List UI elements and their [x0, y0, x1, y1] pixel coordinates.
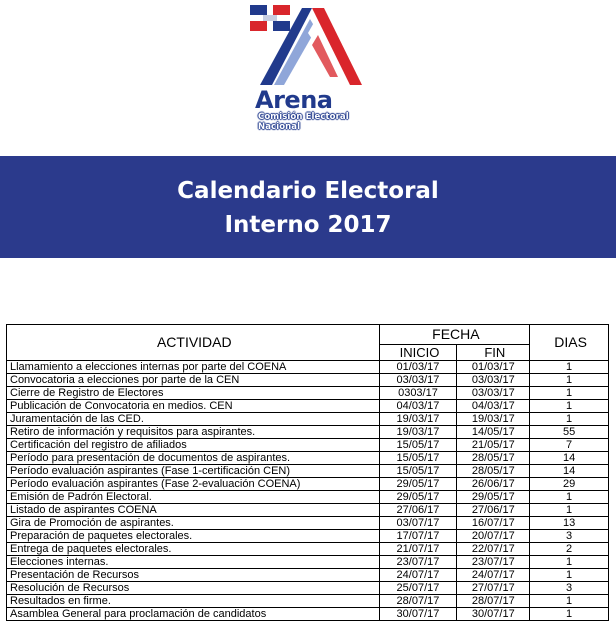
- table-row: [7, 530, 609, 543]
- title-banner: [0, 156, 616, 258]
- end-date-cell: 03/03/17: [457, 387, 530, 400]
- activity-cell: Entrega de paquetes electorales.: [7, 543, 380, 556]
- logo-subtitle: Comisión Electoral Nacional: [258, 112, 349, 132]
- days-cell: 29: [530, 478, 609, 491]
- activity-cell: Emisión de Padrón Electoral.: [7, 491, 380, 504]
- end-date-cell: 20/07/17: [457, 530, 530, 543]
- days-cell: 1: [530, 595, 609, 608]
- start-date-cell: 30/07/17: [379, 608, 457, 621]
- days-cell: 1: [530, 361, 609, 374]
- activity-cell: Asamblea General para proclamación de candidatos: [7, 608, 380, 621]
- start-date-cell: 15/05/17: [379, 465, 457, 478]
- end-date-cell: 04/03/17: [457, 400, 530, 413]
- activity-cell: Cierre de Registro de Electores: [7, 387, 380, 400]
- end-date-cell: 24/07/17: [457, 569, 530, 582]
- table-row: [7, 452, 609, 465]
- activity-cell: Período evaluación aspirantes (Fase 1-certificación CEN): [7, 465, 380, 478]
- start-date-cell: 27/06/17: [379, 504, 457, 517]
- activity-cell: Elecciones internas.: [7, 556, 380, 569]
- header-date: FECHA: [379, 325, 530, 345]
- activity-cell: Resultados en firme.: [7, 595, 380, 608]
- table-row: [7, 426, 609, 439]
- days-cell: 14: [530, 452, 609, 465]
- days-cell: 13: [530, 517, 609, 530]
- table-row: [7, 608, 609, 621]
- start-date-cell: 21/07/17: [379, 543, 457, 556]
- arena-logo: [250, 5, 386, 132]
- table-row: [7, 387, 609, 400]
- end-date-cell: 27/06/17: [457, 504, 530, 517]
- start-date-cell: 03/07/17: [379, 517, 457, 530]
- activity-cell: Período evaluación aspirantes (Fase 2-evaluación COENA): [7, 478, 380, 491]
- start-date-cell: 25/07/17: [379, 582, 457, 595]
- end-date-cell: 27/07/17: [457, 582, 530, 595]
- activity-cell: Preparación de paquetes electorales.: [7, 530, 380, 543]
- logo-wordmark: Arena: [255, 86, 333, 114]
- days-cell: 55: [530, 426, 609, 439]
- table-row: [7, 465, 609, 478]
- banner-title-line2: Interno 2017: [224, 212, 392, 238]
- days-cell: 3: [530, 582, 609, 595]
- table-row: [7, 504, 609, 517]
- activity-cell: Resolución de Recursos: [7, 582, 380, 595]
- start-date-cell: 15/05/17: [379, 439, 457, 452]
- start-date-cell: 24/07/17: [379, 569, 457, 582]
- header-activity: ACTIVIDAD: [7, 325, 380, 361]
- end-date-cell: 26/06/17: [457, 478, 530, 491]
- start-date-cell: 29/05/17: [379, 478, 457, 491]
- days-cell: 1: [530, 413, 609, 426]
- header-start: INICIO: [379, 345, 457, 361]
- end-date-cell: 03/03/17: [457, 374, 530, 387]
- days-cell: 14: [530, 465, 609, 478]
- days-cell: 2: [530, 543, 609, 556]
- header-end: FIN: [457, 345, 530, 361]
- days-cell: 7: [530, 439, 609, 452]
- start-date-cell: 04/03/17: [379, 400, 457, 413]
- end-date-cell: 29/05/17: [457, 491, 530, 504]
- table-row: [7, 478, 609, 491]
- days-cell: 1: [530, 374, 609, 387]
- start-date-cell: 17/07/17: [379, 530, 457, 543]
- start-date-cell: 0303/17: [379, 387, 457, 400]
- electoral-calendar-table: [6, 324, 609, 621]
- start-date-cell: 23/07/17: [379, 556, 457, 569]
- end-date-cell: 14/05/17: [457, 426, 530, 439]
- header-days: DIAS: [530, 325, 609, 361]
- end-date-cell: 22/07/17: [457, 543, 530, 556]
- end-date-cell: 21/05/17: [457, 439, 530, 452]
- start-date-cell: 28/07/17: [379, 595, 457, 608]
- end-date-cell: 30/07/17: [457, 608, 530, 621]
- end-date-cell: 19/03/17: [457, 413, 530, 426]
- start-date-cell: 15/05/17: [379, 452, 457, 465]
- activity-cell: Juramentación de las CED.: [7, 413, 380, 426]
- activity-cell: Convocatoria a elecciones por parte de la CEN: [7, 374, 380, 387]
- start-date-cell: 01/03/17: [379, 361, 457, 374]
- end-date-cell: 01/03/17: [457, 361, 530, 374]
- table-row: [7, 491, 609, 504]
- end-date-cell: 23/07/17: [457, 556, 530, 569]
- table-row: [7, 595, 609, 608]
- activity-cell: Período para presentación de documentos de aspirantes.: [7, 452, 380, 465]
- activity-cell: Publicación de Convocatoria en medios. CEN: [7, 400, 380, 413]
- table-row: [7, 413, 609, 426]
- end-date-cell: 28/05/17: [457, 465, 530, 478]
- start-date-cell: 19/03/17: [379, 413, 457, 426]
- activity-cell: Certificación del registro de afiliados: [7, 439, 380, 452]
- end-date-cell: 16/07/17: [457, 517, 530, 530]
- table-row: [7, 439, 609, 452]
- table-row: [7, 582, 609, 595]
- activity-cell: Llamamiento a elecciones internas por parte del COENA: [7, 361, 380, 374]
- table-row: [7, 517, 609, 530]
- activity-cell: Gira de Promoción de aspirantes.: [7, 517, 380, 530]
- days-cell: 1: [530, 608, 609, 621]
- days-cell: 1: [530, 491, 609, 504]
- cross-flag-icon: [250, 5, 290, 31]
- start-date-cell: 29/05/17: [379, 491, 457, 504]
- days-cell: 1: [530, 400, 609, 413]
- banner-title-line1: Calendario Electoral: [177, 178, 439, 204]
- end-date-cell: 28/05/17: [457, 452, 530, 465]
- days-cell: 1: [530, 387, 609, 400]
- activity-cell: Listado de aspirantes COENA: [7, 504, 380, 517]
- start-date-cell: 19/03/17: [379, 426, 457, 439]
- table-row: [7, 361, 609, 374]
- days-cell: 3: [530, 530, 609, 543]
- table-row: [7, 543, 609, 556]
- days-cell: 1: [530, 569, 609, 582]
- activity-cell: Presentación de Recursos: [7, 569, 380, 582]
- table-row: [7, 556, 609, 569]
- days-cell: 1: [530, 556, 609, 569]
- table-row: [7, 400, 609, 413]
- activity-cell: Retiro de información y requisitos para aspirantes.: [7, 426, 380, 439]
- days-cell: 1: [530, 504, 609, 517]
- table-row: [7, 569, 609, 582]
- table-row: [7, 374, 609, 387]
- start-date-cell: 03/03/17: [379, 374, 457, 387]
- end-date-cell: 28/07/17: [457, 595, 530, 608]
